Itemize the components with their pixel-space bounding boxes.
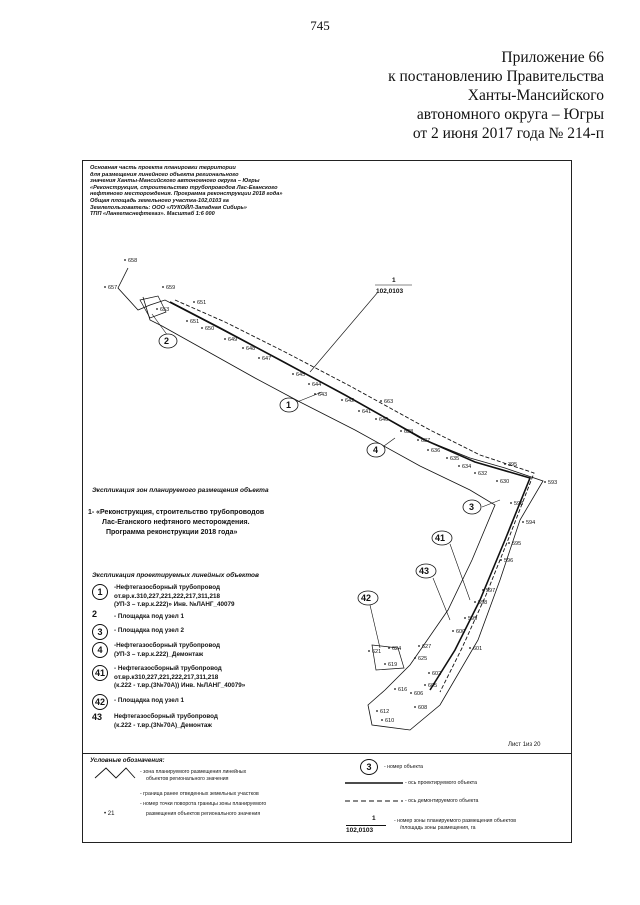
boundary-point-dot [418,645,420,647]
boundary-point-dot [380,400,382,402]
boundary-point-dot [458,465,460,467]
svg-text:41: 41 [435,533,446,543]
design-axis-icon [345,780,405,786]
header-line: Основная часть проекта планировки территории [90,165,236,171]
zone-number: 1 [392,277,396,284]
boundary-point-dot [156,308,158,310]
object-number-badge: 2 [92,609,98,619]
zone-explication-title: Экспликация зон планируемого размещения объекта [92,487,269,494]
boundary-point-dot [314,393,316,395]
boundary-point-dot [469,647,471,649]
legend-line: /площадь зоны размещения, га [400,824,476,831]
legend-zone-number-text [394,818,516,831]
boundary-point-label: 644 [312,382,322,388]
boundary-point-label: 627 [422,644,432,650]
boundary-point-dot [358,410,360,412]
boundary-point-label: 650 [205,326,215,332]
boundary-point-dot [410,692,412,694]
boundary-point-label: 632 [478,471,488,477]
legend-line: - номер зоны планируемого размещения объектов [394,818,516,824]
item-line: - Площадка под узел 2 [114,627,184,634]
boundary-point-dot [376,710,378,712]
boundary-point-label: 649 [228,337,238,343]
object-number-badge: 42 [92,694,108,710]
boundary-point-dot [388,647,390,649]
legend-zone-area: 102,0103 [346,827,374,834]
demount-axis-icon [345,798,405,804]
linear-objects-title: Экспликация проектируемых линейных объектов [92,572,259,579]
boundary-point-label: 634 [462,464,472,470]
legend-zone-number: 1 [372,815,376,822]
boundary-point-dot [242,347,244,349]
boundary-point-dot [381,719,383,721]
object-number-badge: 43 [92,712,103,722]
boundary-point-dot [544,481,546,483]
item-line: от.вр.к310,227,221,222,217,311,218 [114,673,219,681]
object-marker-42 [358,591,378,605]
legend-zone-text [140,769,246,782]
boundary-point-dot [464,617,466,619]
boundary-point-dot [522,521,524,523]
appendix-line: Приложение 66 [501,49,604,66]
svg-text:43: 43 [419,566,430,576]
header-line: Землепользователь: ООО «ЛУКОЙЛ-Западная Сибирь» [90,204,247,211]
boundary-point-label: 643 [318,392,328,398]
legend-design-axis-text: - ось проектируемого объекта [405,780,478,786]
boundary-point-dot [104,286,106,288]
boundary-point-label: 651 [190,319,200,325]
object-marker-43 [416,564,436,578]
boundary-point-label: 645 [296,372,306,378]
item-line: (к.222 - т.вр.(3№70А)) Инв. №ЛАНГ_40079» [114,682,246,689]
svg-text:3: 3 [469,502,475,512]
svg-text:1: 1 [286,400,292,410]
legend-line: - зона планируемого размещения линейных [140,769,247,775]
boundary-point-label: 635 [450,456,460,462]
boundary-point-dot [414,706,416,708]
item-line: - Нефтегазосборный трубопровод [114,665,222,672]
header-line: для размещения линейного объекта регионального [90,171,239,178]
leader-line [482,500,500,507]
boundary-point-label: 597 [486,588,496,594]
legend-point-sample: • 21 [104,811,115,817]
boundary-point-label: 602 [432,671,442,677]
boundary-point-label: 624 [392,646,402,652]
boundary-point-label: 651 [197,300,207,306]
legend-line: размещения объектов регионального значения [146,810,261,817]
boundary-point-dot [186,320,188,322]
boundary-point-dot [446,457,448,459]
legend-point-text [140,801,266,817]
object-marker-4 [367,443,385,457]
sheet-number: Лист 1из 20 [508,742,541,748]
explication-line: Лас-Еганского нефтяного месторождения. [102,519,250,526]
object-number-badge: 3 [92,624,108,640]
item-line: - Площадка под узел 1 [114,697,184,704]
svg-text:4: 4 [373,445,379,455]
leader-line [384,438,395,446]
boundary-point-label: 600 [456,629,466,635]
boundary-point-dot [375,418,377,420]
boundary-point-dot [428,672,430,674]
page-number: 745 [310,18,330,33]
boundary-point-label: 593 [548,480,558,486]
legend-object-badge: 3 [360,759,378,775]
item-line: - Площадка под узел 1 [114,613,184,620]
appendix-line: к постановлению Правительства [388,68,604,85]
boundary-point-label: 598 [514,501,524,507]
boundary-point-label: 657 [108,285,118,291]
boundary-point-label: 659 [166,285,176,291]
boundary-point-label: 638 [404,429,414,435]
legend-demount-axis-text: - ось демонтируемого объекта [405,798,479,804]
boundary-point-dot [414,657,416,659]
boundary-point-label: 653 [160,307,170,313]
boundary-point-label: 640 [379,417,389,423]
item-line: -Нефтегазосборный трубопровод [114,584,221,591]
legend-border-text: - граница ранее отведенных земельных участков [140,791,259,797]
boundary-point-dot [201,327,203,329]
boundary-point-dot [508,542,510,544]
legend-line: - номер точки поворота границы зоны планируемого [140,801,267,807]
boundary-point-label: 610 [385,718,395,724]
explication-line: Программа реконструкции 2018 года» [106,529,238,536]
boundary-point-dot [341,399,343,401]
legend-zone-divider [346,825,386,826]
boundary-point-label: 619 [388,662,398,668]
boundary-point-label: 648 [246,346,256,352]
header-line: «Реконструкция, строительство трубопроводов Лас-Еганского [90,184,278,191]
boundary-point-label: 625 [418,656,428,662]
header-line: Общая площадь земельного участка-102,0103 га [90,197,229,204]
object-marker-3 [463,500,481,514]
item-line: -Нефтегазосборный трубопровод [114,642,221,649]
boundary-point-dot [474,472,476,474]
boundary-point-dot [474,601,476,603]
boundary-point-label: 663 [384,399,394,405]
boundary-point-dot [162,286,164,288]
legend-title: Условные обозначения: [90,757,165,764]
item-line: (к.222 - т.вр.(3№70А)_Демонтаж [114,721,212,729]
boundary-point-dot [424,684,426,686]
boundary-point-label: 601 [473,646,483,652]
boundary-point-label: 630 [500,479,510,485]
boundary-point-dot [292,373,294,375]
zone-area: 102,0103 [376,288,404,295]
boundary-point-dot [452,630,454,632]
boundary-point-label: 641 [362,409,372,415]
boundary-point-dot [504,463,506,465]
leader-line [310,292,378,372]
boundary-point-dot [400,430,402,432]
boundary-point-label: 596 [504,558,514,564]
item-line: от.вр.к.310,227,221,222,217,311,218 [114,592,221,600]
boundary-point-dot [368,650,370,652]
boundary-point-label: 636 [431,448,441,454]
leader-line [152,314,168,336]
legend-object-text: - номер объекта [384,764,424,770]
boundary-point-label: 605 [428,683,438,689]
item-line: (УП-3 – т.вр.к.222)_Демонтаж [114,650,204,658]
boundary-point-label: 598 [478,600,488,606]
item-line: (УП-3 – т.вр.к.222)» Инв. №ЛАНГ_40079 [114,601,235,608]
zone-boundary [118,268,543,730]
boundary-point-dot [224,338,226,340]
appendix-line: Ханты-Мансийского [467,87,604,104]
boundary-point-dot [394,688,396,690]
object-number-badge: 41 [92,665,108,681]
boundary-point-label: 647 [262,356,272,362]
boundary-point-label: 658 [128,258,138,264]
leader-line [450,544,470,600]
boundary-point-dot [124,259,126,261]
boundary-point-label: 395 [508,462,518,468]
object-marker-2 [159,334,177,348]
boundary-point-label: 621 [372,649,382,655]
boundary-point-dot [417,439,419,441]
boundary-point-dot [510,502,512,504]
boundary-point-label: 599 [468,616,478,622]
leader-line [433,578,450,620]
boundary-point-label: 637 [421,438,431,444]
svg-text:2: 2 [164,336,170,346]
object-marker-41 [432,531,452,545]
object-marker-1 [280,398,298,412]
boundary-point-label: 595 [512,541,522,547]
svg-text:42: 42 [361,593,372,603]
appendix-line: автономного округа – Югры [416,106,604,123]
boundary-point-label: 642 [345,398,355,404]
boundary-point-label: 606 [414,691,424,697]
boundary-point-dot [482,589,484,591]
appendix-line: от 2 июня 2017 года № 214-п [412,125,604,142]
boundary-point-label: 594 [526,520,536,526]
boundary-point-dot [496,480,498,482]
object-number-badge: 4 [92,642,108,658]
boundary-point-label: 612 [380,709,390,715]
header-line: ТПП «Лангепаснефтегаз». Масштаб 1:6 000 [90,211,215,218]
explication-line: 1- «Реконструкция, строительство трубопроводов [88,509,265,516]
boundary-point-dot [193,301,195,303]
leader-line [370,605,380,648]
boundary-point-label: 608 [418,705,428,711]
zone-explication [88,508,264,538]
boundary-point-dot [258,357,260,359]
boundary-point-dot [384,663,386,665]
item-line: Нефтегазосборный трубопровод [114,713,218,720]
boundary-point-dot [427,449,429,451]
header-line: нефтяного месторождения. Программа реконструкции 2018 года» [90,191,283,198]
boundary-point-dot [308,383,310,385]
header-line: значения Ханты-Мансийского автономного округа – Югры [90,178,260,185]
zone-symbol-icon [94,766,136,780]
legend-line: объектов регионального значения [146,775,229,782]
boundary-point-dot [500,559,502,561]
object-number-badge: 1 [92,584,108,600]
boundary-point-label: 616 [398,687,408,693]
